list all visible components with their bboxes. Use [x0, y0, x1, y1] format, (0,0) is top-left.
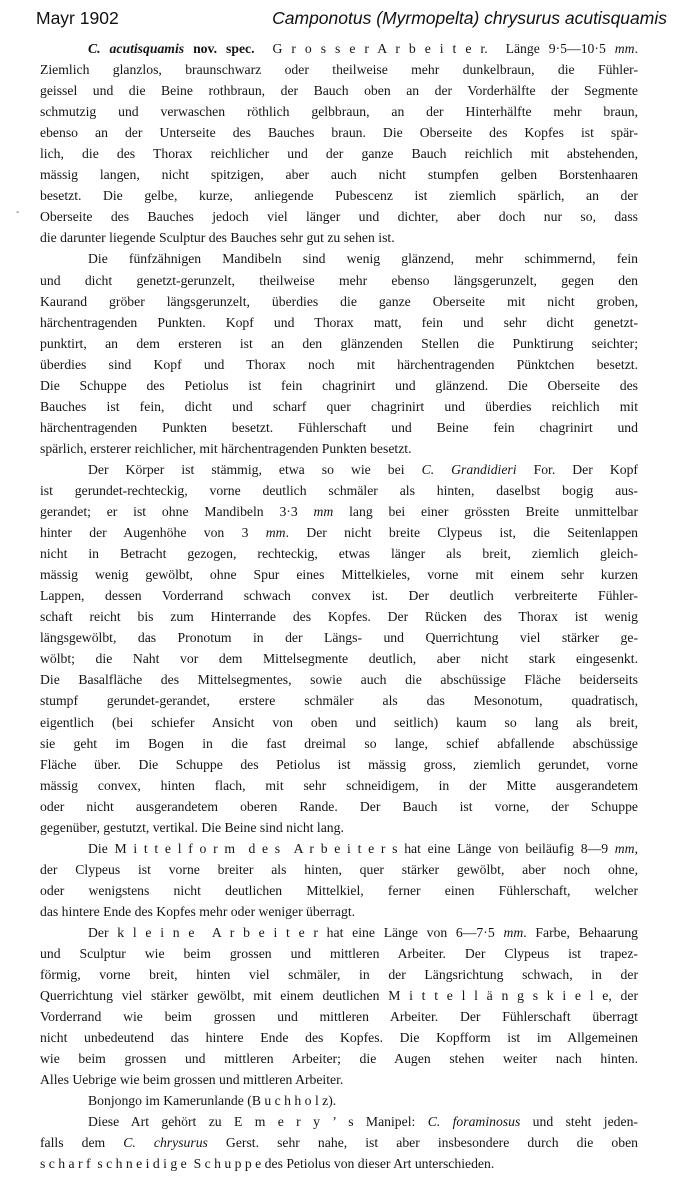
text-line: die darunter liegende Sculptur des Bauches sehr gut zu sehen ist.: [40, 230, 395, 246]
text-line: Querrichtung viel stärker gewölbt, mit einem deutlichen M i t t e l l ä n g s k i e l e, der: [40, 988, 638, 1004]
text-line: härchentragenden Punkten. Kopf und Thorax matt, fein und sehr dicht genetzt-: [40, 314, 638, 330]
text-line: Bonjongo im Kamerunlande (B u c h h o l z).: [88, 1093, 337, 1109]
text-line: Diese Art gehört zu E m e r y ’ s Manipel: C. foraminosus und steht jeden-: [88, 1114, 638, 1130]
running-header: [36, 8, 667, 32]
text-line: Die Basalfläche des Mittelsegmentes, sowie auch die abschüssige Fläche beiderseits: [40, 672, 638, 688]
text-line: schaft reicht bis zum Hinterrande des Kopfes. Der Rücken des Thorax ist wenig: [40, 609, 638, 625]
text-line: Alles Uebrige wie beim grossen und mittleren Arbeiter.: [40, 1072, 344, 1088]
text-line: mässig convex, hinten flach, mit sehr schneidigem, in der Mitte ausgerandetem: [40, 777, 638, 793]
text-line: wie beim grossen und mittleren Arbeiter; die Augen stehen weiter nach hinten.: [40, 1051, 638, 1067]
text-line: Vorderrand wie beim grossen und mittleren Arbeiter. Der Fühlerschaft überragt: [40, 1009, 638, 1025]
text-line: das hintere Ende des Kopfes mehr oder weniger überragt.: [40, 903, 356, 919]
text-line: förmig, vorne breit, hinten viel schmäler, in der Längsrichtung schwach, in der: [40, 967, 638, 983]
text-line: Der Körper ist stämmig, etwa so wie bei C. Grandidieri For. Der Kopf: [88, 461, 638, 477]
text-line: hinter der Augenhöhe von 3 mm. Der nicht breite Clypeus ist, die Seitenlappen: [40, 525, 638, 541]
text-line: Ziemlich glanzlos, braunschwarz oder theilweise mehr dunkelbraun, die Fühler-: [40, 62, 638, 78]
text-line: ist gerundet-rechteckig, vorne deutlich schmäler als hinten, daselbst bogig aus-: [40, 482, 638, 498]
header-author-year: Mayr 1902: [36, 8, 119, 28]
text-line: eigentlich (bei schiefer Ansicht von oben und seitlich) kaum so lang als breit,: [40, 714, 638, 730]
text-line: der Clypeus ist vorne breiter als hinten, quer stärker gewölbt, aber noch ohne,: [40, 861, 638, 877]
text-line: gerandet; er ist ohne Mandibeln 3·3 mm lang bei einer grössten Breite unmittelbar: [40, 504, 638, 520]
text-line: besetzt. Die gelbe, kurze, anliegende Pubescenz ist ziemlich spärlich, an der: [40, 188, 638, 204]
text-line: Die fünfzähnigen Mandibeln sind wenig glänzend, mehr schimmernd, fein: [88, 251, 638, 267]
text-line: Der k l e i n e A r b e i t e r hat eine Länge von 6—7·5 mm. Farbe, Behaarung: [88, 924, 638, 940]
text-line: geissel und die Beine rothbraun, der Bauch oben an der Vorderhälfte der Segmente: [40, 83, 638, 99]
text-line: Die Schuppe des Petiolus ist fein chagrinirt und glänzend. Die Oberseite des: [40, 377, 638, 393]
text-line: Fläche über. Die Schuppe des Petiolus ist mässig gross, ziemlich gerundet, vorne: [40, 756, 638, 772]
text-line: falls dem C. chrysurus Gerst. sehr nahe, ist aber insbesondere durch die oben: [40, 1135, 638, 1151]
text-line: s c h a r f s c h n e i d i g e S c h u p p e des Petiolus von dieser Art unterschieden.: [40, 1156, 495, 1172]
text-line: überdies sind Kopf und Thorax noch mit härchentragenden Pünktchen besetzt.: [40, 356, 638, 372]
text-line: nicht in Betracht gezogen, rechteckig, etwas länger als breit, ziemlich gleich-: [40, 546, 638, 562]
text-line: Kaurand gröber längsgerunzelt, überdies die ganze Oberseite mit nicht groben,: [40, 293, 638, 309]
text-line: punktirt, an dem ersteren ist an den glänzenden Stellen die Punktirung seichter;: [40, 335, 638, 351]
text-line: oder nicht ausgerandetem oberen Rande. Der Bauch ist vorne, der Schuppe: [40, 798, 638, 814]
article-body: [40, 38, 638, 1175]
text-line: C. acutisquamis nov. spec. G r o s s e r A r b e i t e r. Länge 9·5—10·5 mm.: [88, 41, 638, 56]
text-line: längsgewölbt, das Pronotum in der Längs- und Querrichtung viel stärker ge-: [40, 630, 638, 646]
text-line: mässig wenig gewölbt, ohne Spur eines Mittelkieles, vorne mit einem sehr kurzen: [40, 567, 638, 583]
text-line: sie geht im Bogen in die fast dreimal so lange, schief abfallende abschüssige: [40, 735, 638, 751]
text-line: stumpf gerundet-gerandet, erstere schmäler als das Mesonotum, quadratisch,: [40, 693, 638, 709]
text-line: gegenüber, gestutzt, vertikal. Die Beine sind nicht lang.: [40, 819, 344, 835]
text-line: schmutzig und verwaschen röthlich gelbbraun, an der Hinterhälfte mehr braun,: [40, 104, 638, 120]
text-line: nicht unbedeutend das hintere Ende des Kopfes. Die Kopfform ist im Allgemeinen: [40, 1030, 638, 1046]
text-line: Oberseite des Bauches jedoch viel länger und dichter, aber doch nur so, dass: [40, 209, 638, 225]
text-line: wölbt; die Naht vor dem Mittelsegmente deutlich, aber nicht stark eingesenkt.: [40, 651, 638, 667]
text-line: spärlich, ersterer reichlicher, mit härchentragenden Punkten besetzt.: [40, 440, 412, 456]
text-line: mässig langen, nicht spitzigen, aber auch nicht stumpfen gelben Borstenhaaren: [40, 167, 638, 183]
text-line: Die M i t t e l f o r m d e s A r b e i t e r s hat eine Länge von beiläufig 8—9 mm,: [88, 840, 638, 856]
text-line: und Sculptur wie beim grossen und mittleren Arbeiter. Der Clypeus ist trapez-: [40, 946, 638, 962]
text-line: härchentragenden Punkten besetzt. Fühlerschaft und Beine fein chagrinirt und: [40, 419, 638, 435]
header-taxon-title: Camponotus (Myrmopelta) chrysurus acutisquamis: [272, 8, 667, 28]
text-line: oder wenigstens nicht deutlichen Mittelkiel, ferner einen Fühlerschaft, welcher: [40, 882, 638, 898]
text-line: Lappen, dessen Vorderrand schwach convex ist. Der deutlich verbreiterte Fühler-: [40, 588, 638, 604]
text-line: ebenso an der Unterseite des Bauches braun. Die Oberseite des Kopfes ist spär-: [40, 125, 638, 141]
text-line: und dicht genetzt-gerunzelt, theilweise mehr ebenso längsgerunzelt, gegen den: [40, 272, 638, 288]
text-line: lich, die des Thorax reichlicher und der ganze Bauch reichlich mit abstehenden,: [40, 146, 638, 162]
text-line: Bauches ist fein, dicht und scharf quer chagrinirt und überdies reichlich mit: [40, 398, 638, 414]
margin-mark: -: [16, 207, 20, 218]
